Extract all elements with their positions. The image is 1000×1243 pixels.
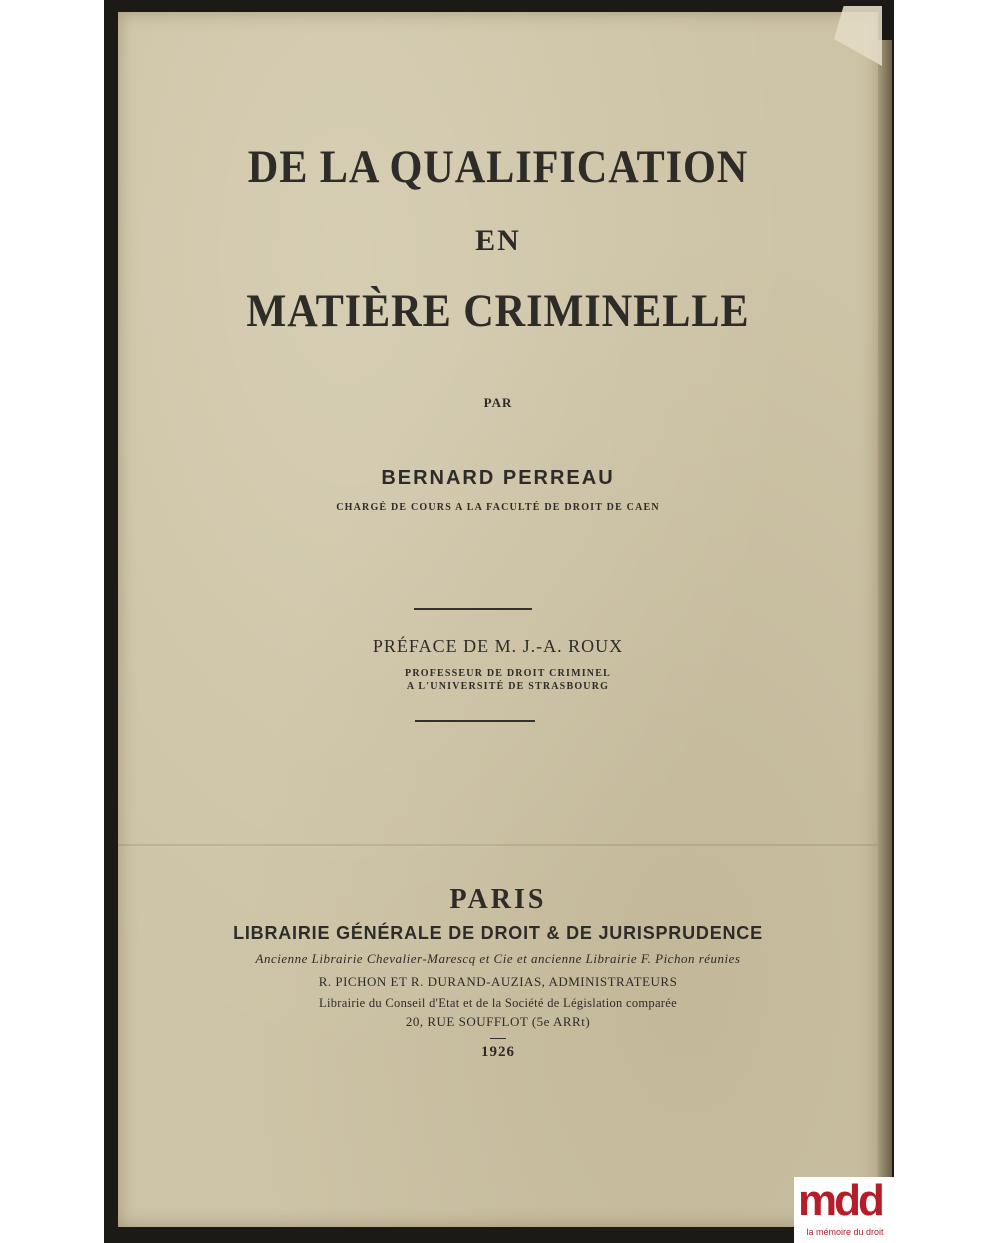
author-position: CHARGÉ DE COURS A LA FACULTÉ DE DROIT DE CAEN	[336, 502, 660, 513]
title-line-1: DE LA QUALIFICATION	[247, 141, 749, 193]
publication-city: PARIS	[449, 884, 547, 915]
cover-crease	[118, 844, 878, 846]
preface-credit-2: A L'UNIVERSITÉ DE STRASBOURG	[406, 681, 610, 692]
author-name: BERNARD PERREAU	[381, 467, 615, 489]
publisher-administrators: R. PICHON ET R. DURAND-AUZIAS, ADMINISTRATEURS	[318, 974, 678, 989]
by-label: PAR	[483, 395, 513, 410]
title-line-3: MATIÈRE CRIMINELLE	[246, 285, 750, 337]
mdd-logo-icon: mdd	[798, 1176, 882, 1225]
title-line-2: EN	[475, 224, 521, 257]
page-edge	[878, 40, 892, 1230]
watermark-logo	[794, 1177, 894, 1243]
preface-credit-1: PROFESSEUR DE DROIT CRIMINEL	[405, 668, 611, 679]
publication-year: 1926	[481, 1044, 515, 1060]
publisher-address: 20, RUE SOUFFLOT (5e ARRt)	[405, 1014, 591, 1029]
publisher-affiliation: Librairie du Conseil d'Etat et de la Société de Législation comparée	[319, 996, 677, 1010]
preface-line: PRÉFACE DE M. J.-A. ROUX	[372, 636, 624, 656]
divider-top	[414, 608, 532, 610]
publisher-name: LIBRAIRIE GÉNÉRALE DE DROIT & DE JURISPRUDENCE	[233, 923, 763, 943]
folded-corner	[834, 6, 882, 66]
book-cover	[118, 12, 878, 1227]
year-dash	[490, 1038, 506, 1039]
publisher-history: Ancienne Librairie Chevalier-Marescq et Cie et ancienne Librairie F. Pichon réunies	[255, 951, 741, 966]
divider-bottom	[415, 720, 535, 722]
logo-tagline: la mémoire du droit	[806, 1227, 884, 1237]
